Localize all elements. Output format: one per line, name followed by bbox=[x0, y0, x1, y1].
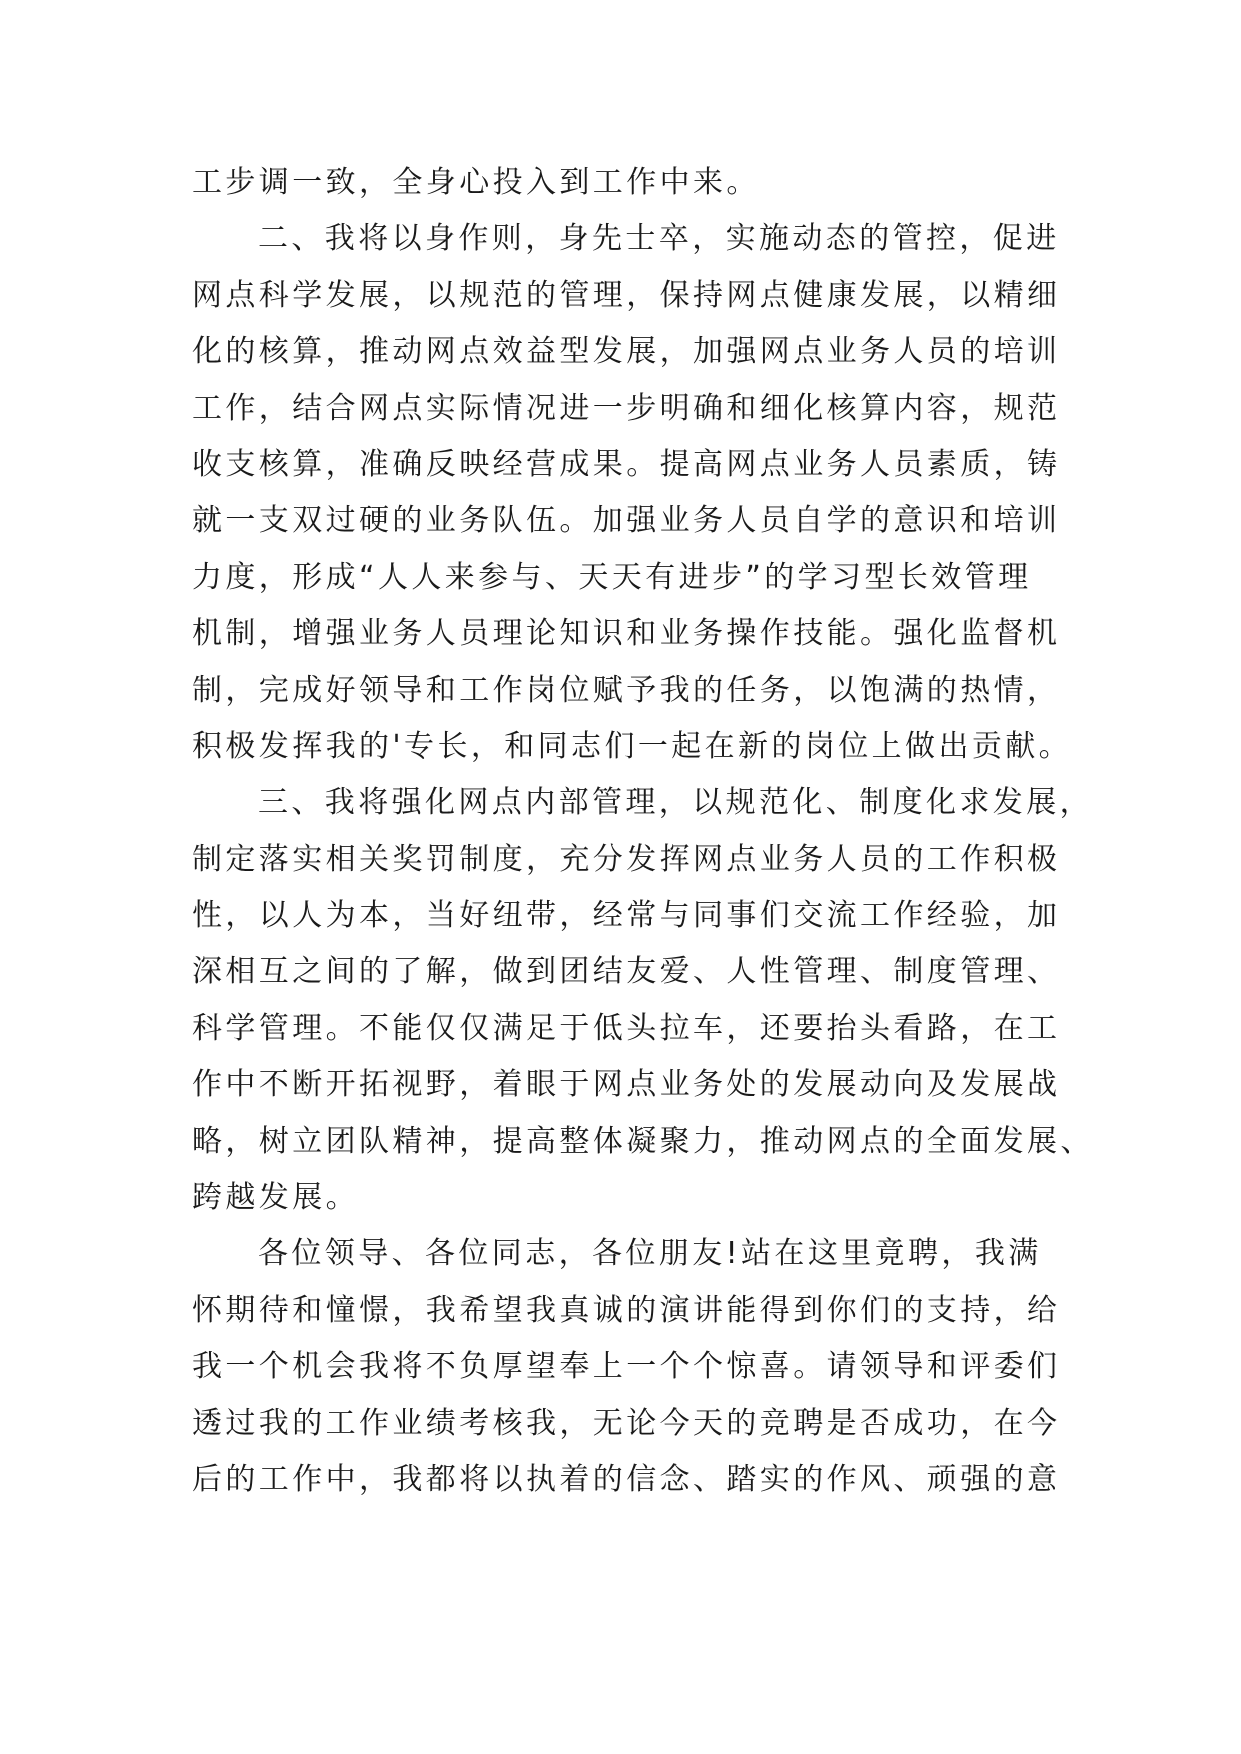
text-line: 化的核算，推动网点效益型发展，加强网点业务人员的培训 bbox=[192, 334, 1061, 370]
text-line: 我一个机会我将不负厚望奉上一个个惊喜。请领导和评委们 bbox=[192, 1349, 1061, 1385]
text-line: 后的工作中，我都将以执着的信念、踏实的作风、顽强的意 bbox=[192, 1461, 1061, 1497]
text-line: 透过我的工作业绩考核我，无论今天的竞聘是否成功，在今 bbox=[192, 1405, 1061, 1441]
text-line: 制定落实相关奖罚制度，充分发挥网点业务人员的工作积极 bbox=[192, 841, 1061, 877]
text-line: 力度，形成“人人来参与、天天有进步”的学习型长效管理 bbox=[192, 559, 1032, 595]
text-line: 作中不断开拓视野，着眼于网点业务处的发展动向及发展战 bbox=[192, 1067, 1061, 1103]
text-line: 积极发挥我的'专长，和同志们一起在新的岗位上做出贡献。 bbox=[192, 728, 1073, 764]
text-line: 怀期待和憧憬，我希望我真诚的演讲能得到你们的支持，给 bbox=[192, 1292, 1061, 1328]
text-line: 制，完成好领导和工作岗位赋予我的任务，以饱满的热情， bbox=[192, 672, 1061, 708]
paragraph-start-line: 各位领导、各位同志，各位朋友!站在这里竟聘，我满 bbox=[258, 1236, 1042, 1272]
text-line: 工作，结合网点实际情况进一步明确和细化核算内容，规范 bbox=[192, 390, 1061, 426]
text-line: 就一支双过硬的业务队伍。加强业务人员自学的意识和培训 bbox=[192, 503, 1061, 539]
text-line: 机制，增强业务人员理论知识和业务操作技能。强化监督机 bbox=[192, 616, 1061, 652]
paragraph-start-line: 二、我将以身作则，身先士卒，实施动态的管控，促进 bbox=[258, 221, 1060, 257]
text-line: 收支核算，准确反映经营成果。提高网点业务人员素质，铸 bbox=[192, 446, 1061, 482]
text-line: 科学管理。不能仅仅满足于低头拉车，还要抬头看路，在工 bbox=[192, 1010, 1061, 1046]
text-line: 跨越发展。 bbox=[192, 1180, 359, 1216]
body-text bbox=[192, 155, 1094, 1508]
text-line: 性，以人为本，当好纽带，经常与同事们交流工作经验，加 bbox=[192, 898, 1061, 934]
text-line: 略，树立团队精神，提高整体凝聚力，推动网点的全面发展、 bbox=[192, 1123, 1094, 1159]
text-line: 网点科学发展，以规范的管理，保持网点健康发展，以精细 bbox=[192, 277, 1061, 313]
paragraph-start-line: 三、我将强化网点内部管理，以规范化、制度化求发展， bbox=[258, 785, 1093, 821]
text-line: 工步调一致，全身心投入到工作中来。 bbox=[192, 165, 760, 200]
text-line: 深相互之间的了解，做到团结友爱、人性管理、制度管理、 bbox=[192, 954, 1061, 990]
